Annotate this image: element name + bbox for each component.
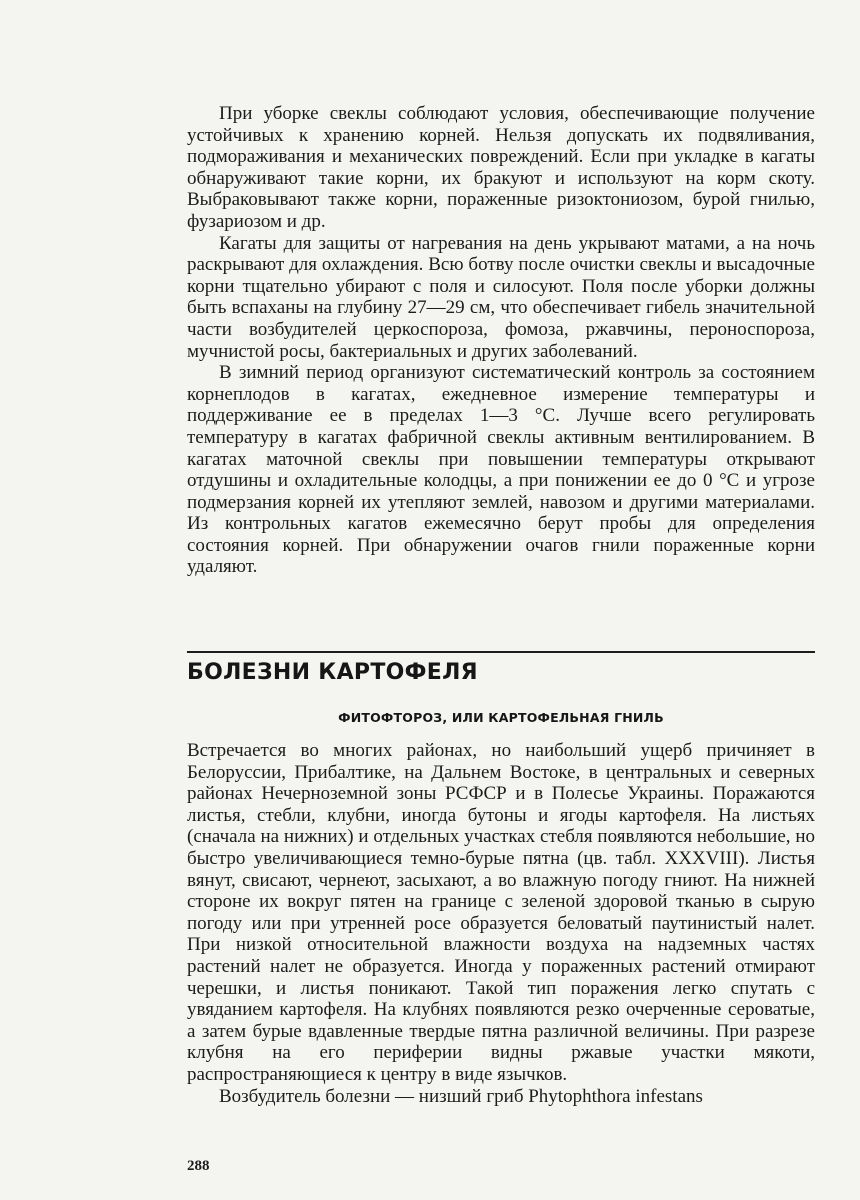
- text-block-top: [187, 103, 815, 578]
- text-block-bottom: [187, 740, 815, 1107]
- subsection-title: ФИТОФТОРОЗ, ИЛИ КАРТОФЕЛЬНАЯ ГНИЛЬ: [338, 710, 664, 725]
- section-divider: [187, 651, 815, 653]
- section-title: БОЛЕЗНИ КАРТОФЕЛЯ: [187, 660, 478, 685]
- paragraph-kagaty-protection: Кагаты для защиты от нагревания на день укрывают матами, а на ночь раскрывают для охлаждения. Всю ботву после очистки свеклы и высадочные корни тщательно убирают с поля и силосуют. Поля после уборки должны быть вспаханы на глубину 27—29 см, что обеспечивает гибель значительной части возбудителей церкоспороза, фомоза, ржавчины, пероноспороза, мучнистой росы, бактериальных и других заболеваний.: [187, 232, 815, 362]
- paragraph-beet-harvest: При уборке свеклы соблюдают условия, обеспечивающие получение устойчивых к хранению корней. Нельзя допускать их подвяливания, подмораживания и механических повреждений. Если при укладке в кагаты обнаруживают такие корни, их бракуют и используют на корм скоту. Выбраковывают также корни, пораженные ризоктониозом, бурой гнилью, фузариозом и др.: [187, 103, 815, 232]
- paragraph-phytophthora-description: Встречается во многих районах, но наибольший ущерб причиняет в Белоруссии, Прибалтике, на Дальнем Востоке, в центральных и северных районах Нечерноземной зоны РСФСР и в Полесье Украины. Поражаются листья, стебли, клубни, иногда бутоны и ягоды картофеля. На листьях (сначала на нижних) и отдельных участках стебля появляются небольшие, но быстро увеличивающиеся темно-бурые пятна (цв. табл. XXXVIII). Листья вянут, свисают, чернеют, засыхают, а во влажную погоду гниют. На нижней стороне их вокруг пятен на границе с зеленой здоровой тканью в сырую погоду или при утренней росе образуется беловатый паутинистый налет. При низкой относительной влажности воздуха на надземных частях растений налет не образуется. Иногда у пораженных растений отмирают черешки, и листья поникают. Такой тип поражения легко спутать с увяданием картофеля. На клубнях появляются резко очерченные сероватые, а затем бурые вдавленные твердые пятна различной величины. При разрезе клубня на его периферии видны ржавые участки мякоти, распространяющиеся к центру в виде язычков.: [187, 740, 815, 1085]
- paragraph-pathogen: Возбудитель болезни — низший гриб Phytophthora infestans: [219, 1085, 703, 1107]
- paragraph-winter-control: В зимний период организуют систематический контроль за состоянием корнеплодов в кагатах, ежедневное измерение температуры и поддерживание ее в пределах 1—3 °С. Лучше всего регулировать температуру в кагатах фабричной свеклы активным вентилированием. В кагатах маточной свеклы при повышении температуры открывают отдушины и охладительные колодцы, а при понижении ее до 0 °С и угрозе подмерзания корней их утепляют землей, навозом и другими материалами. Из контрольных кагатов ежемесячно берут пробы для определения состояния корней. При обнаружении очагов гнили пораженные корни удаляют.: [187, 362, 815, 578]
- page-number: 288: [187, 1158, 210, 1174]
